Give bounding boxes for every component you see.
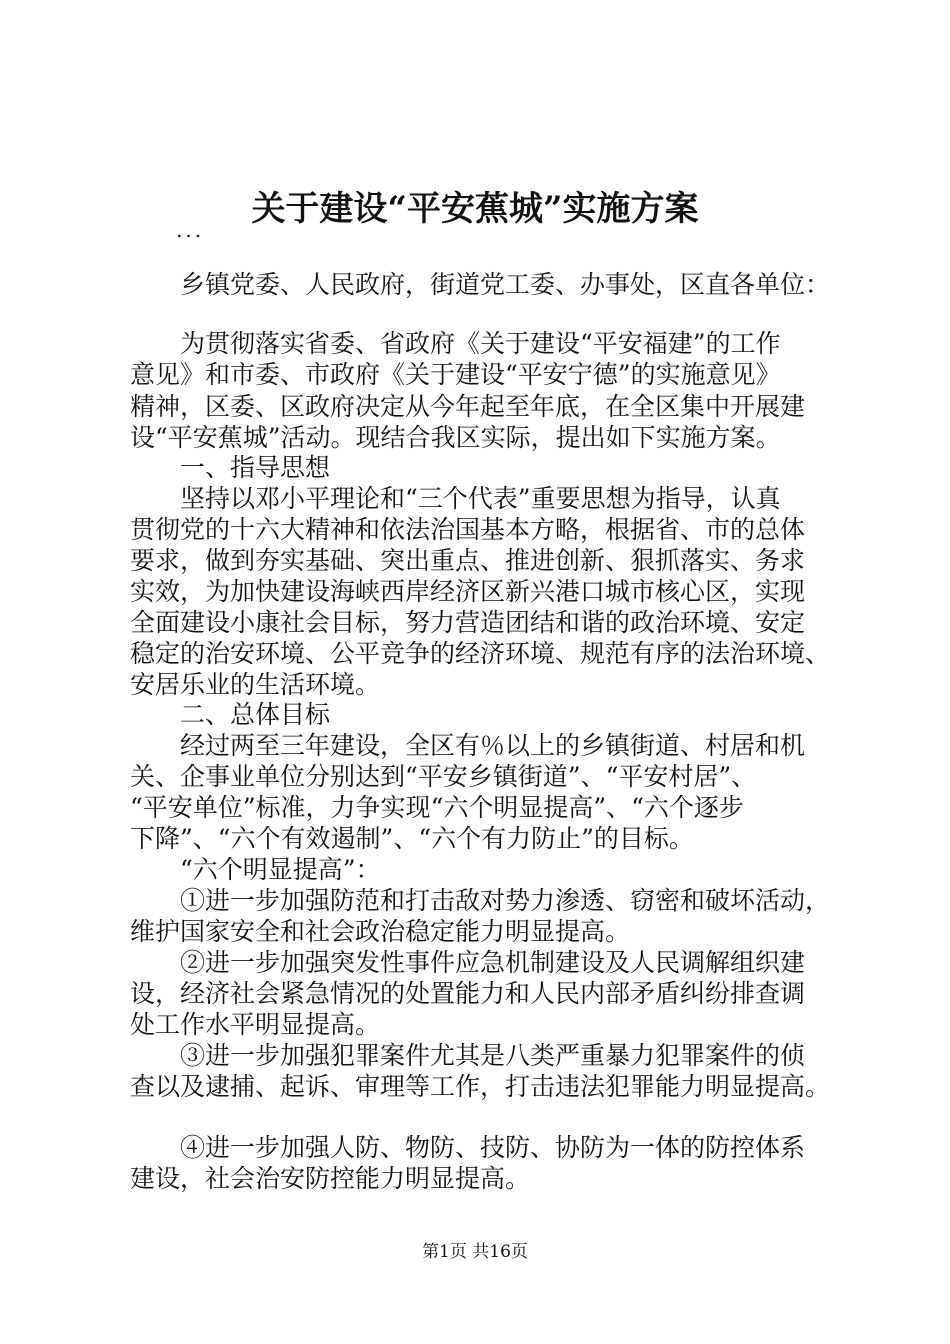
paragraph-line: 精神，区委、区政府决定从今年起至年底，在全区集中开展建 bbox=[130, 392, 806, 421]
paragraph-line: 经过两至三年建设，全区有％以上的乡镇街道、村居和机 bbox=[130, 731, 806, 760]
salutation-line: 乡镇党委、人民政府，街道党工委、办事处，区直各单位： bbox=[130, 270, 831, 299]
list-item-line: ①进一步加强防范和打击敌对势力渗透、窃密和破坏活动， bbox=[130, 886, 831, 915]
paragraph-line: 为贯彻落实省委、省政府《关于建设“平安福建”的工作 bbox=[130, 329, 781, 358]
paragraph-line: 意见》和市委、市政府《关于建设“平安宁德”的实施意见》 bbox=[130, 360, 781, 389]
paragraph-line: 要求，做到夯实基础、突出重点、推进创新、狠抓落实、务求 bbox=[130, 546, 806, 575]
list-item-line: ④进一步加强人防、物防、技防、协防为一体的防控体系 bbox=[130, 1133, 806, 1162]
paragraph-line: 实效，为加快建设海峡西岸经济区新兴港口城市核心区，实现 bbox=[130, 577, 806, 606]
list-item-line: ②进一步加强突发性事件应急机制建设及人民调解组织建 bbox=[130, 948, 806, 977]
list-item-line: ③进一步加强犯罪案件尤其是八类严重暴力犯罪案件的侦 bbox=[130, 1041, 806, 1070]
section-heading: 二、总体目标 bbox=[130, 700, 331, 729]
paragraph-line: 下降”、“六个有效遏制”、“六个有力防止”的目标。 bbox=[130, 824, 694, 853]
subsection-heading: “六个明显提高”： bbox=[130, 855, 381, 884]
paragraph-line: 稳定的治安环境、公平竞争的经济环境、规范有序的法治环境、 bbox=[130, 639, 831, 668]
paragraph-line: 坚持以邓小平理论和“三个代表”重要思想为指导，认真 bbox=[130, 484, 781, 513]
paragraph-line: 关、企事业单位分别达到“平安乡镇街道”、“平安村居”、 bbox=[130, 762, 757, 791]
paragraph-line: “平安单位”标准，力争实现“六个明显提高”、“六个逐步 bbox=[130, 793, 744, 822]
list-item-line: 维护国家安全和社会政治稳定能力明显提高。 bbox=[130, 917, 631, 946]
list-item-line: 查以及逮捕、起诉、审理等工作，打击违法犯罪能力明显提高。 bbox=[130, 1072, 831, 1101]
paragraph-line: 全面建设小康社会目标，努力营造团结和谐的政治环境、安定 bbox=[130, 608, 806, 637]
list-item-line: 处工作水平明显提高。 bbox=[130, 1010, 381, 1039]
section-heading: 一、指导思想 bbox=[130, 453, 331, 482]
paragraph-line: 贯彻党的十六大精神和依法治国基本方略，根据省、市的总体 bbox=[130, 515, 806, 544]
list-item-line: 建设，社会治安防控能力明显提高。 bbox=[130, 1164, 531, 1193]
page-number-footer: 第1页 共16页 bbox=[422, 1242, 528, 1262]
list-item-line: 设，经济社会紧急情况的处置能力和人民内部矛盾纠纷排查调 bbox=[130, 979, 806, 1008]
ellipsis-marker: ... bbox=[176, 218, 205, 242]
paragraph-line: 安居乐业的生活环境。 bbox=[130, 670, 381, 699]
document-title: 关于建设“平安蕉城”实施方案 bbox=[251, 189, 699, 229]
paragraph-line: 设“平安蕉城”活动。现结合我区实际，提出如下实施方案。 bbox=[130, 423, 781, 452]
